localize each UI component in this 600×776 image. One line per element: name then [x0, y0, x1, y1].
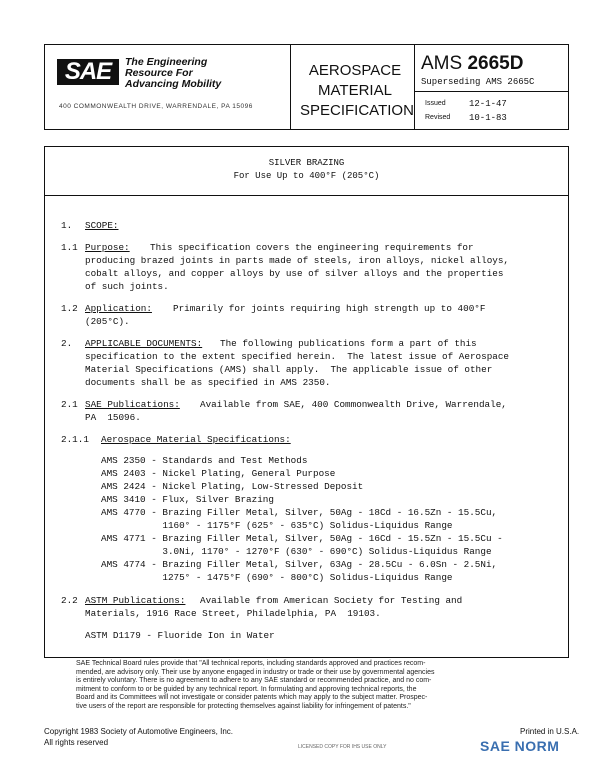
section-number: 2.1	[61, 399, 78, 410]
header-divider	[290, 45, 291, 129]
paragraph-line: documents shall be as specified in AMS 2350.	[85, 377, 331, 388]
section-number: 1.	[61, 220, 73, 231]
ams-list-item: AMS 4770 - Brazing Filler Metal, Silver, 50Ag - 18Cd - 16.5Zn - 15.5Cu,	[101, 507, 498, 518]
section-heading: ASTM Publications:	[85, 595, 186, 606]
copyright: Copyright 1983 Society of Automotive Engineers, Inc. All rights reserved	[44, 727, 233, 747]
section-number: 1.2	[61, 303, 78, 314]
paragraph-line: of such joints.	[85, 281, 169, 292]
document-body	[44, 146, 569, 658]
header-divider	[414, 91, 568, 92]
section-number: 2.	[61, 338, 73, 349]
ams-list-item: AMS 3410 - Flux, Silver Brazing	[101, 494, 274, 505]
sae-tagline: The Engineering Resource For Advancing Mobility	[125, 56, 222, 90]
document-type: AEROSPACE MATERIAL SPECIFICATION	[300, 62, 414, 119]
revised-date: 10-1-83	[469, 113, 507, 123]
sae-norm-logo: SAE NORM	[480, 738, 560, 754]
paragraph-line: (205°C).	[85, 316, 130, 327]
issue-dates: Issued 12-1-47 Revised 10-1-83	[425, 99, 507, 127]
ams-list-item: AMS 4774 - Brazing Filler Metal, Silver, 63Ag - 28.5Cu - 6.0Sn - 2.5Ni,	[101, 559, 498, 570]
ams-list-item: 1275° - 1475°F (690° - 800°C) Solidus-Liquidus Range	[101, 572, 453, 583]
document-header	[44, 44, 569, 130]
section-number: 1.1	[61, 242, 78, 253]
ams-list-item: 1160° - 1175°F (625° - 635°C) Solidus-Liquidus Range	[101, 520, 453, 531]
section-heading: APPLICABLE DOCUMENTS:	[85, 338, 203, 349]
paragraph-line: Available from SAE, 400 Commonwealth Drive, Warrendale,	[200, 399, 507, 410]
ams-number: AMS 2665D	[421, 53, 524, 74]
paragraph-line: producing brazed joints in parts made of steels, iron alloys, nickel alloys,	[85, 255, 510, 266]
section-heading: SCOPE:	[85, 220, 119, 231]
paragraph-line: The following publications form a part of this	[220, 338, 477, 349]
sae-logo: SAE	[57, 59, 119, 85]
fine-print: LICENSED COPY FOR IHS USE ONLY	[298, 744, 387, 750]
issued-date: 12-1-47	[469, 99, 507, 109]
section-number: 2.2	[61, 595, 78, 606]
printed-note: Printed in U.S.A.	[520, 727, 580, 736]
paragraph-line: Materials, 1916 Race Street, Philadelphia, PA 19103.	[85, 608, 381, 619]
paragraph-line: cobalt alloys, and copper alloys by use of silver alloys and the properties	[85, 268, 504, 279]
paragraph-line: This specification covers the engineering requirements for	[150, 242, 474, 253]
section-number: 2.1.1	[61, 434, 89, 445]
sae-address: 400 COMMONWEALTH DRIVE, WARRENDALE, PA 15096	[59, 103, 253, 110]
title-divider	[45, 195, 568, 196]
paragraph-line: Available from American Society for Testing and	[200, 595, 463, 606]
disclaimer-notice: SAE Technical Board rules provide that "All technical reports, including standards approved and practices recom- mended, are advisory only. Their use by anyone engaged in industry or trade or their use by governmental agencies is entirely voluntary. There is no agreement to adhere to any SAE standard or recommended practice, and no com- mitment to conform to or be guided by any technical report. In formulating and approving technical reports, the Board and its Committees will not investigate or consider patents which may apply to the subject matter. Prospec- tive users of the report are responsible for protecting themselves against liability for infringement of patents."	[76, 660, 435, 710]
astm-list-item: ASTM D1179 - Fluoride Ion in Water	[85, 630, 275, 641]
ams-list-item: AMS 2350 - Standards and Test Methods	[101, 455, 308, 466]
section-heading: SAE Publications:	[85, 399, 180, 410]
paragraph-line: specification to the extent specified herein. The latest issue of Aerospace	[85, 351, 510, 362]
section-heading: Application:	[85, 303, 152, 314]
paragraph-line: Primarily for joints requiring high strength up to 400°F	[173, 303, 486, 314]
superseding-note: Superseding AMS 2665C	[421, 77, 535, 87]
paragraph-line: PA 15096.	[85, 412, 141, 423]
ams-list-item: AMS 2403 - Nickel Plating, General Purpose	[101, 468, 336, 479]
section-heading: Aerospace Material Specifications:	[101, 434, 291, 445]
ams-list-item: AMS 4771 - Brazing Filler Metal, Silver, 50Ag - 16Cd - 15.5Zn - 15.5Cu -	[101, 533, 503, 544]
ams-list-item: 3.0Ni, 1170° - 1270°F (630° - 690°C) Solidus-Liquidus Range	[101, 546, 492, 557]
ams-list-item: AMS 2424 - Nickel Plating, Low-Stressed Deposit	[101, 481, 364, 492]
document-title: SILVER BRAZING For Use Up to 400°F (205°C)	[233, 158, 380, 181]
paragraph-line: Material Specifications (AMS) shall apply. The applicable issue of other	[85, 364, 493, 375]
header-divider	[414, 45, 415, 129]
section-heading: Purpose:	[85, 242, 130, 253]
